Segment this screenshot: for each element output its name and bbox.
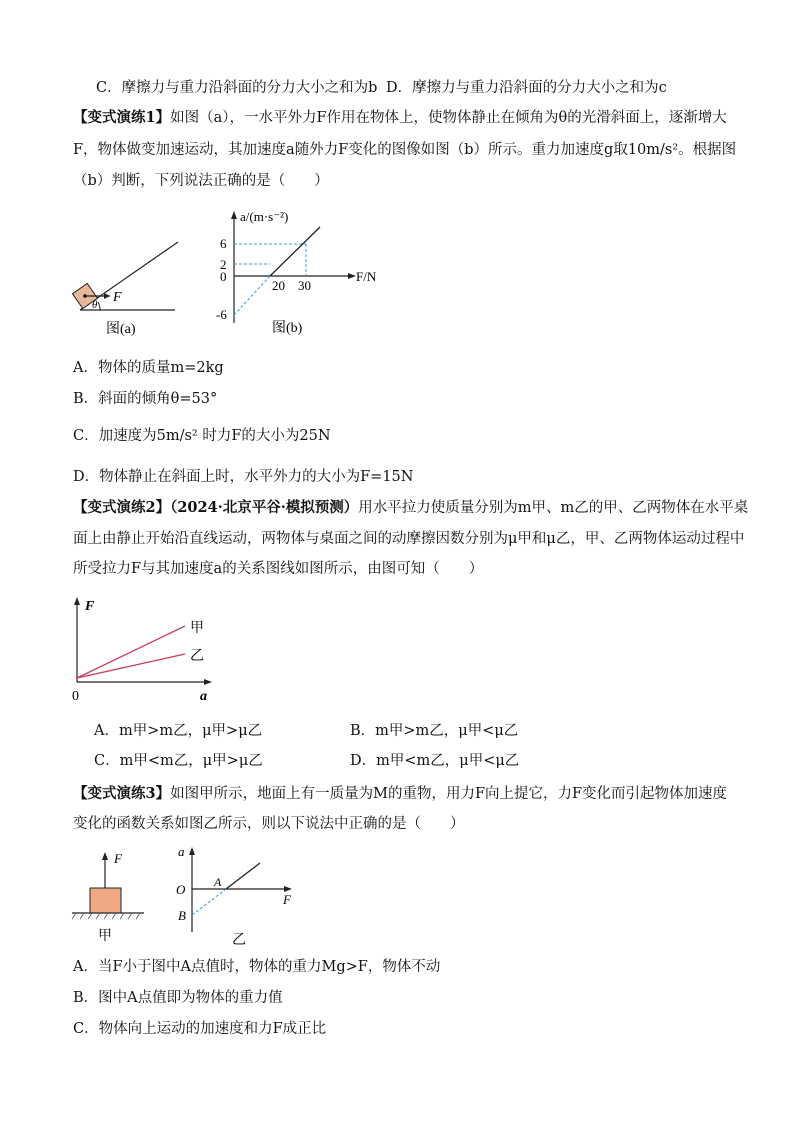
q3-fig-yi-graph-line <box>226 863 260 889</box>
q1-stem-line1 <box>73 107 727 129</box>
q3-label: 【变式演练3】 <box>73 785 171 802</box>
q2-stem-line2: 面上由静止开始沿直线运动，两物体与桌面之间的动摩擦因数分别为μ甲和μ乙，甲、乙两物体运动过程中 <box>73 531 745 547</box>
q1-fig-a-angle-label: θ <box>92 299 98 311</box>
q2-line-jia-label: 甲 <box>190 621 204 636</box>
q1-figure-b <box>210 205 390 345</box>
q1-fig-a-caption: 图(a) <box>106 322 136 337</box>
q3-option-c: C．物体向上运动的加速度和力F成正比 <box>73 1021 327 1037</box>
q3-fig-jia-force-label: F <box>114 851 122 866</box>
q2-graph-ylabel: F <box>85 599 95 614</box>
q1-fig-b-ytick-6: 6 <box>220 236 227 251</box>
q3-fig-yi-xlabel: F <box>283 892 291 907</box>
q2-option-b: B．m甲>m乙，μ甲<μ乙 <box>350 723 519 739</box>
q2-option-d: D．m甲<m乙，μ甲<μ乙 <box>350 753 520 769</box>
q1-option-b: B．斜面的倾角θ=53° <box>73 391 218 407</box>
q2-stem-line3: 所受拉力F与其加速度a的关系图线如图所示，由图可知（ ） <box>73 561 484 577</box>
q3-stem-line2: 变化的函数关系如图乙所示，则以下说法中正确的是（ ） <box>73 816 465 832</box>
q1-fig-b-graph-line <box>270 227 320 276</box>
q3-weight-box <box>90 888 121 913</box>
q1-fig-b-caption: 图(b) <box>272 321 303 336</box>
q2-line-yi-label: 乙 <box>190 649 204 664</box>
q1-option-c: C．加速度为5m/s² 时力F的大小为25N <box>73 428 331 444</box>
q2-line-jia <box>77 626 185 678</box>
q3-option-b: B．图中A点值即为物体的重力值 <box>73 990 283 1006</box>
q2-source: （2024·北京平谷·模拟预测） <box>170 499 359 516</box>
q3-stem-line1 <box>73 783 727 805</box>
q3-fig-yi-ylabel: a <box>178 844 185 859</box>
q2-graph-origin: 0 <box>72 689 79 704</box>
q1-label: 【变式演练1】 <box>73 109 171 126</box>
q1-fig-b-ytick-neg6: -6 <box>216 307 227 322</box>
q1-fig-b-ylabel: a/(m·s⁻²) <box>240 209 289 224</box>
q3-figure-yi <box>170 842 300 950</box>
q3-fig-jia-caption: 甲 <box>98 929 112 944</box>
q0-option-c: C．摩擦力与重力沿斜面的分力大小之和为b <box>96 80 378 96</box>
q2-line-yi <box>77 654 185 678</box>
q3-fig-yi-point-a: A <box>214 875 222 889</box>
q3-fig-yi-caption: 乙 <box>232 933 246 948</box>
q1-stem-line2: F，物体做变加速运动，其加速度a随外力F变化的图像如图（b）所示。重力加速度g取10m/s²。根据图 <box>73 142 737 158</box>
q2-label: 【变式演练2】 <box>73 499 171 516</box>
q0-option-d: D．摩擦力与重力沿斜面的分力大小之和为c <box>386 80 667 96</box>
q1-option-d: D．物体静止在斜面上时，水平外力的大小为F=15N <box>73 469 414 485</box>
q1-text1: 如图（a），一水平外力F作用在物体上，使物体静止在倾角为θ的光滑斜面上，逐渐增大 <box>170 110 727 126</box>
q2-text1: 用水平拉力使质量分别为m甲、m乙的甲、乙两物体在水平桌 <box>358 500 749 516</box>
q1-option-a: A．物体的质量m=2kg <box>73 360 224 376</box>
q3-fig-yi-origin: O <box>176 882 186 897</box>
q1-stem-line3: （b）判断，下列说法正确的是（ ） <box>73 173 329 189</box>
q1-fig-b-xtick-30: 30 <box>298 278 311 293</box>
q1-fig-b-xlabel: F/N <box>356 269 377 284</box>
q2-option-a: A．m甲>m乙，μ甲>μ乙 <box>94 723 263 739</box>
q3-option-a: A．当F小于图中A点值时，物体的重力Mg>F，物体不动 <box>73 959 441 975</box>
q3-text1: 如图甲所示，地面上有一质量为M的重物，用力F向上提它，力F变化而引起物体加速度 <box>170 786 728 802</box>
q1-fig-a-force-label: F <box>113 290 122 305</box>
q2-option-c: C．m甲<m乙，μ甲>μ乙 <box>94 753 263 769</box>
q3-fig-yi-point-b: B <box>178 908 186 923</box>
q3-figure-jia <box>68 848 158 948</box>
q2-graph <box>60 592 240 707</box>
q1-figure-a <box>70 218 190 348</box>
q1-fig-b-ytick-0: 0 <box>220 269 227 284</box>
q2-graph-xlabel: a <box>200 689 207 704</box>
q2-stem-line1 <box>73 497 748 519</box>
q1-fig-b-ytick-2: 2 <box>220 257 227 272</box>
q1-fig-b-xtick-20: 20 <box>272 278 285 293</box>
